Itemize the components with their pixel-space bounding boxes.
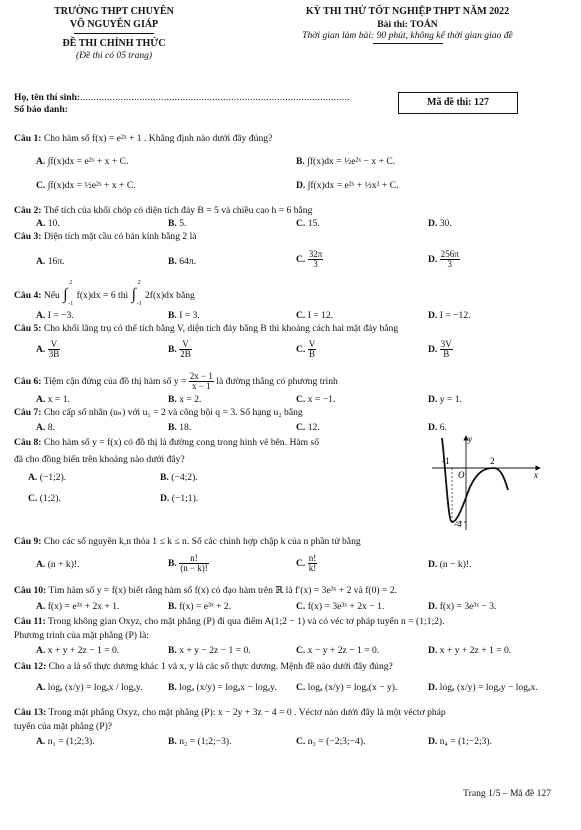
question-3 [14,231,570,243]
school-header [14,6,214,62]
option-a: A. (n + k)!. [36,559,80,570]
question-number: Câu 2: [14,205,42,216]
question-text: Cho các số nguyên k,n thỏa 1 ≤ k ≤ n. Số các chỉnh hợp chập k của n phần tử bằng [43,536,361,547]
option-a: A. x = 1. [36,394,70,405]
question-number: Câu 12: [14,661,47,672]
origin-label: O [458,470,465,480]
student-id-label: Số báo danh: [14,104,68,115]
integral-sign: ∫ 2 -1 [63,280,74,307]
option-c: C. 12. [296,422,320,433]
question-4: Câu 4: Nếu ∫ 2 -1 f(x)dx = 6 thì ∫ 2 -1 2f(x)dx bằng [14,280,195,307]
option-d: D. f(x) = 3e³ˣ − 3. [428,601,497,612]
question-6-options [14,394,570,408]
question-13-line2: tuyến của mặt phẳng (P)? [14,721,113,732]
school-name-line1: TRƯỜNG THPT CHUYÊN [54,6,174,17]
option-d: D. (n − k)!. [428,559,472,570]
question-11 [14,616,570,628]
question-10-options [14,601,570,615]
option-c: C. (1;2). [28,493,61,504]
school-name-line2: VÕ NGUYÊN GIÁP [69,18,159,30]
student-info [14,92,350,116]
question-5-options [14,340,570,364]
option-d: D. x + y + 2z + 1 = 0. [428,645,512,656]
tick-neg4: -4 [454,519,462,529]
option-d: D. ∫f(x)dx = e²ˣ + ½x² + C. [296,180,399,191]
option-b: B. 5. [168,218,187,229]
question-number: Câu 13: [14,707,47,718]
x-axis-label: x [534,470,538,480]
exam-time-note: Thời gian làm bài: 90 phút, không kể thời gian giao đề [302,30,513,42]
option-a: A. f(x) = e³ˣ + 2x + 1. [36,601,120,612]
question-number: Câu 1: [14,133,42,144]
integral-sign: ∫ 2 -1 [131,280,142,307]
question-13-options [14,736,570,750]
option-c: C. $\frac{V}{B}$ [296,339,316,360]
exam-subject: Bài thi: TOÁN [377,18,438,30]
y-axis-label: y [468,434,472,444]
option-d: D. I = −12. [428,310,471,321]
question-13 [14,707,570,719]
option-a: A. 8. [36,422,55,433]
option-c: C. x = −1. [296,394,336,405]
question-text: Cho khối lăng trụ có thể tích bằng V, diện tích đáy bằng B thì khoảng cách hai mặt đáy bằng [43,323,399,334]
question-11-options [14,645,570,659]
option-b: B. n₂ = (1;2;−3). [168,736,232,747]
question-1 [14,133,570,145]
option-a: A. n₁ = (1;2;3). [36,736,95,747]
option-c: C. f(x) = 3e³ˣ + 2x − 1. [296,601,385,612]
official-label: ĐỀ THI CHÍNH THỨC [62,38,166,49]
question-text: Diện tích mặt cầu có bán kính bằng 2 là [43,231,197,242]
option-d: D. n₄ = (1;−2;3). [428,736,493,747]
option-b: B. 64π. [168,256,197,267]
question-12-options [14,682,570,696]
question-1-options-row2 [14,180,570,194]
question-2-options [14,218,570,232]
option-b: B. x + y − 2z − 1 = 0. [168,645,251,656]
option-c: C. $\frac{n!}{k!}$ [296,553,317,574]
question-text: Cho a là số thực dương khác 1 và x, y là các số thực dương. Mệnh đề nào dưới đây đúng? [48,661,393,672]
option-a: A. (−1;2). [28,472,67,483]
question-number: Câu 8: [14,437,42,448]
option-b: B. f(x) = e³ˣ + 2. [168,601,232,612]
function-graph [428,432,546,532]
option-c: C. n₃ = (−2;3;−4). [296,736,366,747]
question-number: Câu 6: [14,376,42,388]
option-a: A. 16π. [36,256,65,267]
question-3-options [14,250,570,276]
question-number: Câu 9: [14,536,42,547]
question-number: Câu 5: [14,323,42,334]
student-name-label: Họ, tên thí sinh: [14,92,81,103]
option-c: C. ∫f(x)dx = ½e²ˣ + x + C. [36,180,136,191]
option-a: A. 10. [36,218,60,229]
option-d: D. 6. [428,422,447,433]
option-a: A. x + y + 2z − 1 = 0. [36,645,120,656]
question-number: Câu 7: [14,407,42,418]
option-a: A. logₐ (x/y) = logₐx / logₐy. [36,682,143,693]
option-d: D. 30. [428,218,452,229]
exam-code-box: Mã đề thi: 127 [398,92,518,114]
question-1-options-row1 [14,156,570,170]
question-5 [14,323,570,335]
exam-header [250,6,565,44]
option-b: B. 18. [168,422,192,433]
option-b: B. (−4;2). [160,472,198,483]
fraction: $\frac{2x - 1}{x - 1}$ [189,371,213,392]
tick-2: 2 [490,456,495,466]
option-b: B. logₐ (x/y) = logₐx − logₐy. [168,682,277,693]
header-divider-right [373,43,443,44]
option-c: C. logₐ (x/y) = logₐ(x − y). [296,682,398,693]
question-9 [14,536,570,548]
question-text: Cho hàm số f(x) = e²ˣ + 1 . Khẳng định nào dưới đây đúng? [43,133,273,144]
question-4-options [14,310,570,324]
student-name-field: .................................................................................................... [80,92,350,103]
option-d: D. $\frac{3V}{B}$ [428,339,452,360]
option-c: C. x − y + 2z − 1 = 0. [296,645,380,656]
question-number: Câu 3: [14,231,42,242]
question-11-line2: Phương trình của mặt phẳng (P) là: [14,630,149,641]
option-b: B. ∫f(x)dx = ½e²ˣ − x + C. [296,156,396,167]
option-a: A. $\frac{V}{3B}$ [36,339,60,360]
option-c: C. I = 12. [296,310,334,321]
question-text: Cho hàm số y = f(x) có đồ thị là đường cong trong hình vẽ bên. Hàm số [43,437,320,448]
option-d: D. $\frac{256\pi}{3}$ [428,249,459,270]
tick-neg1: -1 [442,456,450,466]
question-10 [14,585,570,597]
question-6: Câu 6: Tiệm cận đứng của đồ thị hàm số y = $\frac{2x - 1}{x - 1}$ là đường thẳng có phương trình [14,371,338,392]
question-number: Câu 4: [14,290,42,302]
option-d: D. logₐ (x/y) = logₐy − logₐx. [428,682,538,693]
option-d: D. y = 1. [428,394,462,405]
option-b: B. I = 3. [168,310,200,321]
option-b: B. $\frac{n!}{(n - k)!}$ [168,553,208,574]
question-text: Cho cấp số nhân (uₙ) với u₁ = 2 và công bội q = 3. Số hạng u₂ bằng [43,407,303,418]
question-9-options [14,554,570,578]
question-number: Câu 10: [14,585,47,596]
exam-title: KỲ THI THỬ TỐT NGHIỆP THPT NĂM 2022 [305,6,510,17]
option-a: A. ∫f(x)dx = e²ˣ + x + C. [36,156,129,167]
header-divider [74,33,154,34]
option-a: A. I = −3. [36,310,74,321]
question-8 [14,437,454,449]
option-c: C. $\frac{32\pi}{3}$ [296,249,323,270]
question-2 [14,205,570,217]
pages-note: (Đề thi có 05 trang) [76,50,152,61]
question-text: Thể tích của khối chóp có diện tích đáy B = 5 và chiều cao h = 6 bằng [43,205,313,216]
question-text: Tìm hàm số y = f(x) biết rằng hàm số f(x) có đạo hàm trên ℝ là f′(x) = 3e³ˣ + 2 và f(0) = 2. [48,585,398,596]
question-text: Trong không gian Oxyz, cho mặt phẳng (P) đi qua điểm A(1;2 − 1) và có véc tơ pháp tuyến n = (1;1;2). [47,616,445,627]
question-7 [14,407,570,419]
question-8-line2: đã cho đồng biến trên khoảng nào dưới đây? [14,454,185,465]
question-text: Trong mặt phẳng Oxyz, cho mặt phẳng (P): x − 2y + 3z − 4 = 0 . Véctơ nào dưới đây là một véctơ pháp [48,707,446,718]
question-number: Câu 11: [14,616,46,627]
page-footer: Trang 1/5 – Mã đề 127 [463,788,551,799]
question-12 [14,661,570,673]
option-c: C. 15. [296,218,320,229]
option-b: B. $\frac{V}{2B}$ [168,339,191,360]
option-d: D. (−1;1). [160,493,199,504]
option-b: B. x = 2. [168,394,202,405]
